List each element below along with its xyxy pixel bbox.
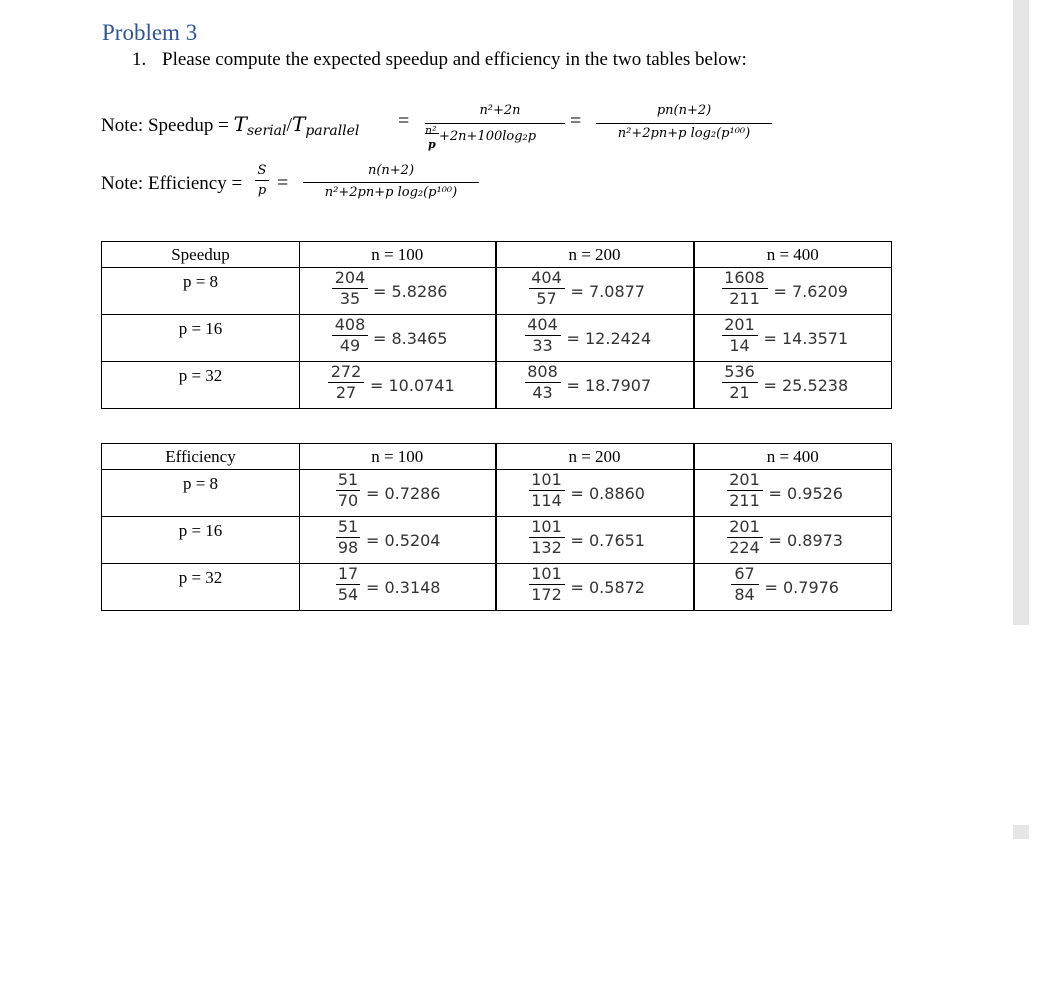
table-header-row [102,444,892,470]
numerator: 101 [531,564,562,583]
numerator: 808 [527,362,558,381]
table-cell [300,362,495,408]
numerator: 404 [531,268,562,287]
table-header-cell: n = 100 [300,444,496,470]
speedup-fraction-1-den-b: +2n+100log₂p [439,129,537,144]
table-row [102,362,892,409]
denominator: 172 [531,585,562,604]
denominator: 211 [729,491,760,510]
fraction [328,363,364,402]
row-label: p = 8 [182,474,219,493]
table-row [102,517,892,564]
result-value: = 0.7976 [764,578,839,597]
result-value: = 0.5872 [570,578,645,597]
numerator: 272 [330,362,362,381]
efficiency-fraction-numerator: n(n+2) [367,163,415,178]
row-label: p = 16 [178,521,223,540]
speedup-fraction-2-denominator: n²+2pn+p log₂(p¹⁰⁰) [617,126,751,141]
efficiency-table [101,443,892,611]
numerator: 201 [724,315,755,334]
numerator: 17 [337,564,359,583]
speedup-note-prefix: Note: Speedup = [101,115,234,136]
result-value: = 0.8860 [570,484,645,503]
fraction [332,269,368,308]
table-header-cell: n = 100 [300,242,496,268]
denominator: 27 [335,383,357,402]
numerator: 204 [334,268,366,287]
fraction [529,518,565,557]
numerator: 408 [334,315,366,334]
question-item [132,49,747,71]
table-cell [695,315,892,361]
fraction [731,565,759,604]
row-label: p = 32 [178,568,223,587]
fraction-line [303,182,479,183]
result-value: = 0.7286 [366,484,441,503]
row-label: p = 32 [178,366,223,385]
denominator: 35 [339,289,361,308]
denominator: 98 [337,538,359,557]
fraction [336,565,360,604]
numerator: 201 [729,470,760,489]
table-cell [695,470,892,516]
fraction [722,269,768,308]
table-row [102,315,892,362]
result-value: = 0.7651 [570,531,645,550]
s-over-p-fraction [255,163,269,198]
row-label: p = 16 [178,319,223,338]
result-value: = 0.9526 [768,484,843,503]
table-header-cell: n = 400 [694,444,892,470]
table-cell [300,564,495,610]
denominator: 57 [536,289,557,308]
result-value: = 10.0741 [370,376,455,395]
t-serial: T [233,112,247,136]
table-cell [497,362,693,408]
result-value: = 0.8973 [768,531,843,550]
fraction [727,518,763,557]
efficiency-fraction-denominator: n²+2pn+p log₂(p¹⁰⁰) [324,185,458,200]
fraction-line [596,123,772,124]
table-header-cell: n = 400 [694,242,892,268]
denominator: 14 [729,336,750,355]
denominator: 114 [531,491,562,510]
table-cell [300,517,495,563]
question-text: Please compute the expected speedup and efficiency in the two tables below: [162,49,747,70]
numerator: 101 [531,470,562,489]
table-cell [695,268,892,314]
denominator: 21 [729,383,750,402]
table-cell [497,268,693,314]
table-cell [497,470,693,516]
table-cell [300,315,495,361]
speedup-fraction-2 [596,103,772,141]
row-label: p = 8 [182,272,219,291]
table-header-cell: n = 200 [496,242,694,268]
scrollbar-track[interactable] [1013,0,1029,625]
speedup-note [101,112,359,139]
slash: / [286,114,292,136]
numerator: 101 [531,517,562,536]
denominator: 84 [734,585,755,604]
denominator: 33 [532,336,553,355]
fraction [722,363,758,402]
fraction [727,471,763,510]
fraction-line [425,123,565,124]
result-value: = 25.5238 [763,376,849,395]
table-cell [497,564,693,610]
numerator: 1608 [724,268,765,287]
speedup-fraction-1-numerator: n²+2n [479,103,521,118]
denominator: 70 [337,491,359,510]
table-header-cell: Speedup [102,242,300,268]
numerator: 536 [724,362,755,381]
result-value: = 0.3148 [366,578,441,597]
denominator: 211 [729,289,760,308]
table-row [102,564,892,611]
speedup-fraction-2-numerator: pn(n+2) [656,103,712,118]
result-value: = 5.8286 [373,282,448,301]
table-cell [497,517,693,563]
fraction [722,316,758,355]
speedup-eq2: = [570,110,582,132]
result-value: = 12.2424 [566,329,652,348]
efficiency-note-prefix: Note: Efficiency = [101,173,243,194]
table-cell [695,362,892,408]
denominator: 43 [532,383,553,402]
denominator: 49 [339,336,361,355]
numerator: 67 [734,564,755,583]
result-value: = 7.6209 [773,282,848,301]
result-value: = 18.7907 [566,376,652,395]
fraction [525,363,561,402]
inner-fraction-line [425,133,439,134]
efficiency-eq: = [277,172,289,194]
fraction [529,471,565,510]
numerator: 201 [729,517,760,536]
fraction-line [255,180,269,181]
table-row [102,268,892,315]
denominator: 54 [337,585,359,604]
table-header-row [102,242,892,268]
result-value: = 0.5204 [366,531,441,550]
table-cell [497,315,693,361]
speedup-fraction-1-den-a: n² [425,124,437,137]
table-row [102,470,892,517]
table-cell [695,517,892,563]
denominator: 132 [531,538,562,557]
fraction [336,471,360,510]
result-value: = 14.3571 [763,329,849,348]
s-numerator: S [257,163,267,178]
table-header-cell: n = 200 [496,444,694,470]
result-value: = 8.3465 [373,329,448,348]
page-title: Problem 3 [102,20,198,45]
speedup-fraction-1-den-p: p [428,138,436,151]
numerator: 51 [337,470,359,489]
table-cell [300,268,495,314]
numerator: 51 [337,517,359,536]
scrollbar-thumb[interactable] [1013,825,1029,839]
question-number: 1. [132,49,147,70]
denominator: 224 [729,538,760,557]
fraction [332,316,368,355]
fraction [529,269,565,308]
fraction [525,316,561,355]
table-header-cell: Efficiency [102,444,300,470]
numerator: 404 [527,315,558,334]
t-parallel: T [292,112,306,136]
speedup-fraction-1 [425,103,565,154]
efficiency-note [101,173,242,195]
p-denominator: p [257,183,267,198]
result-value: = 7.0877 [570,282,645,301]
parallel-subscript: parallel [305,123,360,139]
speedup-eq1: = [398,110,410,132]
table-cell [300,470,495,516]
table-cell [695,564,892,610]
serial-subscript: serial [246,123,287,139]
speedup-table [101,241,892,409]
fraction [529,565,565,604]
fraction [336,518,360,557]
efficiency-fraction [303,163,479,200]
